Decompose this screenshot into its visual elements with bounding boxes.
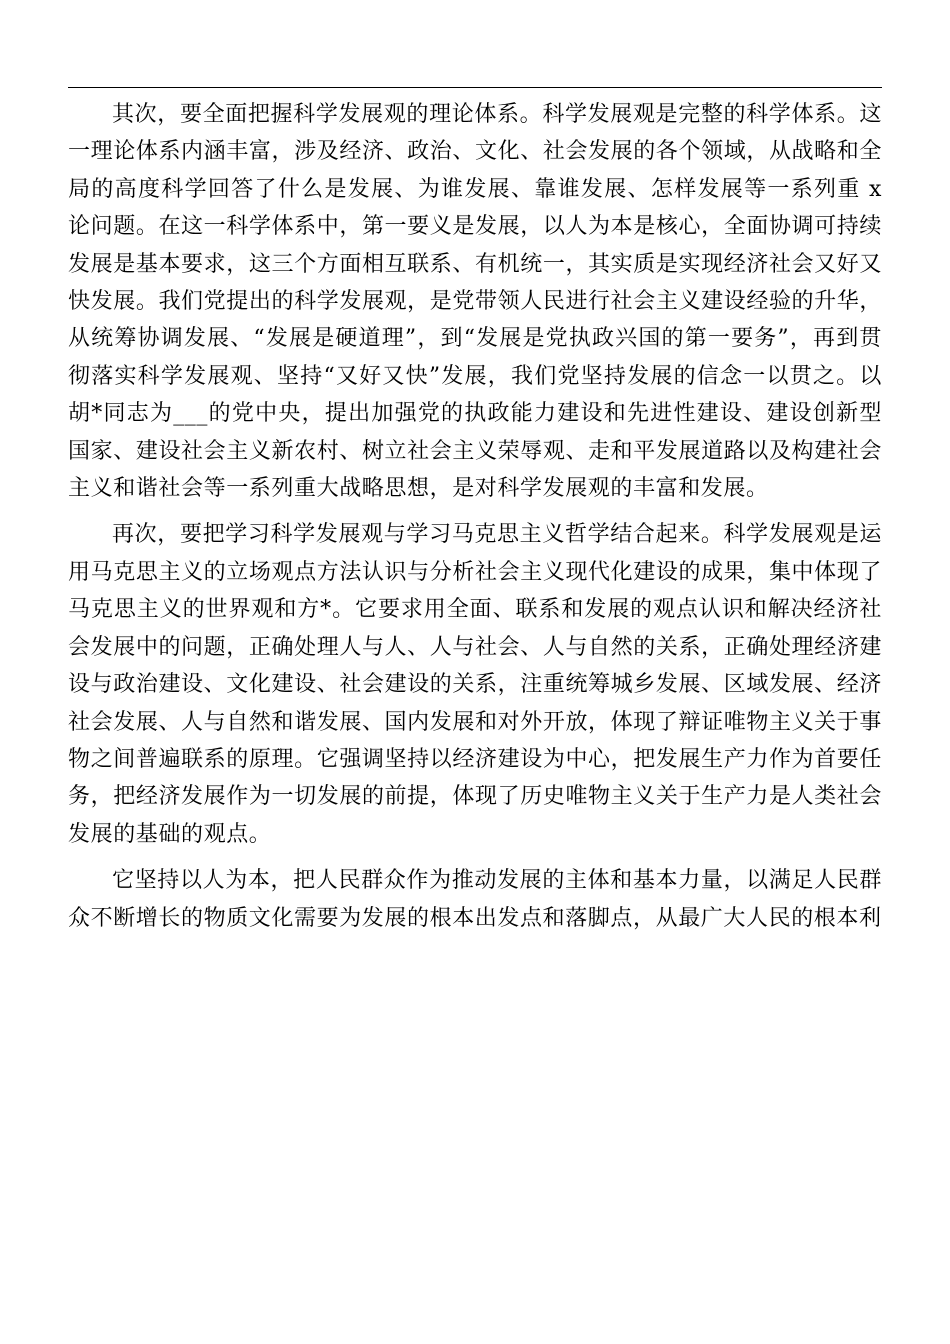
paragraph-1: 其次，要全面把握科学发展观的理论体系。科学发展观是完整的科学体系。这一理论体系内涵丰富，涉及经济、政治、文化、社会发展的各个领域，从战略和全局的高度科学回答了什么是发展、为谁发展、靠谁发展、怎样发展等一系列重 x 论问题。在这一科学体系中，第一要义是发展，以人为本是核心，全面协调可持续发展是基本要求，这三个方面相互联系、有机统一，其实质是实现经济社会又好又快发展。我们党提出的科学发展观，是党带领人民进行社会主义建设经验的升华，从统筹协调发展、“发展是硬道理”，到“发展是党执政兴国的第一要务”，再到贯彻落实科学发展观、坚持“又好又快”发展，我们党坚持发展的信念一以贯之。以胡*同志为___的党中央，提出加强党的执政能力建设和先进性建设、建设创新型国家、建设社会主义新农村、树立社会主义荣辱观、走和平发展道路以及构建社会主义和谐社会等一系列重大战略思想，是对科学发展观的丰富和发展。 xyxy=(68,102,882,502)
document-body xyxy=(68,96,882,946)
paragraph-2: 再次，要把学习科学发展观与学习马克思主义哲学结合起来。科学发展观是运用马克思主义的立场观点方法认识与分析社会主义现代化建设的成果，集中体现了马克思主义的世界观和方*。它要求用全面、联系和发展的观点认识和解决经济社会发展中的问题，正确处理人与人、人与社会、人与自然的关系，正确处理经济建设与政治建设、文化建设、社会建设的关系，注重统筹城乡发展、区域发展、经济社会发展、人与自然和谐发展、国内发展和对外开放，体现了辩证唯物主义关于事物之间普遍联系的原理。它强调坚持以经济建设为中心，把发展生产力作为首要任务，把经济发展作为一切发展的前提，体现了历史唯物主义关于生产力是人类社会发展的基础的观点。 xyxy=(68,522,882,847)
header-rule xyxy=(68,87,882,88)
paragraph-3: 它坚持以人为本，把人民群众作为推动发展的主体和基本力量，以满足人民群众不断增长的物质文化需要为发展的根本出发点和落脚点，从最广大人民的根本利 xyxy=(68,868,882,931)
